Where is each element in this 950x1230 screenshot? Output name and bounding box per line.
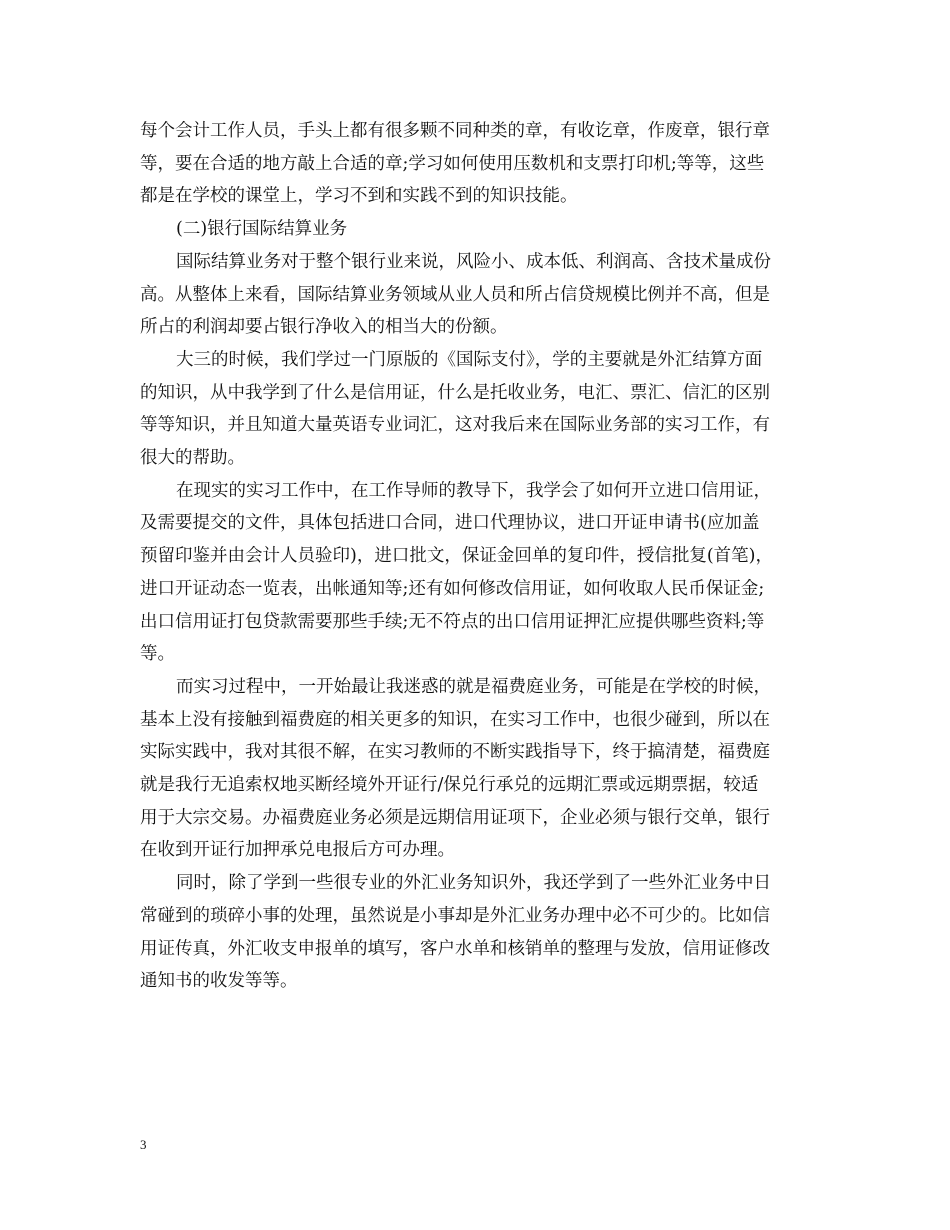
paragraph-letter-of-credit-practice bbox=[140, 475, 812, 671]
page-number: 3 bbox=[140, 1137, 147, 1152]
text-line: 所占的利润却要占银行净收入的相当大的份额。 bbox=[140, 317, 508, 338]
text-line: 每个会计工作人员，手头上都有很多颗不同种类的章，有收讫章，作废章，银行章 bbox=[140, 121, 770, 141]
text-line: 基本上没有接触到福费庭的相关更多的知识，在实习工作中，也很少碰到，所以在 bbox=[140, 709, 770, 730]
text-line: 同时，除了学到一些很专业的外汇业务知识外，我还学到了一些外汇业务中日 bbox=[176, 873, 771, 894]
text-line: 就是我行无追索权地买断经境外开证行/保兑行承兑的远期汇票或远期票据，较适 bbox=[140, 775, 759, 796]
section-heading-international-settlement bbox=[140, 213, 812, 246]
text-line: 而实习过程中，一开始最让我迷惑的就是福费庭业务，可能是在学校的时候， bbox=[176, 676, 771, 697]
text-line: 都是在学校的课堂上，学习不到和实践不到的知识技能。 bbox=[140, 186, 578, 207]
paragraph-settlement-overview bbox=[140, 246, 812, 344]
section-heading: (二)银行国际结算业务 bbox=[176, 219, 348, 240]
document-body bbox=[140, 115, 812, 998]
text-line: 高。从整体上来看，国际结算业务领域从业人员和所占信贷规模比例并不高，但是 bbox=[140, 284, 770, 305]
paragraph-seal-skills bbox=[140, 115, 812, 213]
text-line: 很大的帮助。 bbox=[140, 448, 245, 469]
text-line: 常碰到的琐碎小事的处理，虽然说是小事却是外汇业务办理中必不可少的。比如信 bbox=[140, 905, 770, 926]
text-line: 国际结算业务对于整个银行业来说，风险小、成本低、利润高、含技术量成份 bbox=[176, 251, 771, 272]
text-line: 出口信用证打包贷款需要那些手续;无不符点的出口信用证押汇应提供哪些资料;等 bbox=[140, 611, 765, 632]
paragraph-forfaiting bbox=[140, 671, 812, 867]
text-line: 进口开证动态一览表，出帐通知等;还有如何修改信用证，如何收取人民币保证金; bbox=[140, 578, 765, 599]
text-line: 实际实践中，我对其很不解，在实习教师的不断实践指导下，终于搞清楚，福费庭 bbox=[140, 742, 770, 763]
text-line: 及需要提交的文件，具体包括进口合同，进口代理协议，进口开证申请书(应加盖 bbox=[140, 513, 760, 534]
paragraph-daily-foreign-exchange-tasks bbox=[140, 867, 812, 998]
text-line: 用证传真，外汇收支申报单的填写，客户水单和核销单的整理与发放，信用证修改 bbox=[140, 938, 770, 959]
text-line: 的知识，从中我学到了什么是信用证，什么是托收业务，电汇、票汇、信汇的区别 bbox=[140, 382, 770, 403]
text-line: 用于大宗交易。办福费庭业务必须是远期信用证项下，企业必须与银行交单，银行 bbox=[140, 807, 770, 828]
text-line: 预留印鉴并由会计人员验印)，进口批文，保证金回单的复印件，授信批复(首笔)， bbox=[140, 546, 773, 567]
text-line: 等。 bbox=[140, 644, 175, 665]
text-line: 通知书的收发等等。 bbox=[140, 971, 298, 992]
text-line: 等等知识，并且知道大量英语专业词汇，这对我后来在国际业务部的实习工作，有 bbox=[140, 415, 770, 436]
text-line: 大三的时候，我们学过一门原版的《国际支付》，学的主要就是外汇结算方面 bbox=[176, 349, 763, 370]
text-line: 等，要在合适的地方敲上合适的章;学习如何使用压数机和支票打印机;等等，这些 bbox=[140, 153, 765, 174]
text-line: 在收到开证行加押承兑电报后方可办理。 bbox=[140, 840, 455, 861]
paragraph-international-payment-course bbox=[140, 344, 812, 475]
text-line: 在现实的实习工作中，在工作导师的教导下，我学会了如何开立进口信用证， bbox=[176, 480, 771, 501]
